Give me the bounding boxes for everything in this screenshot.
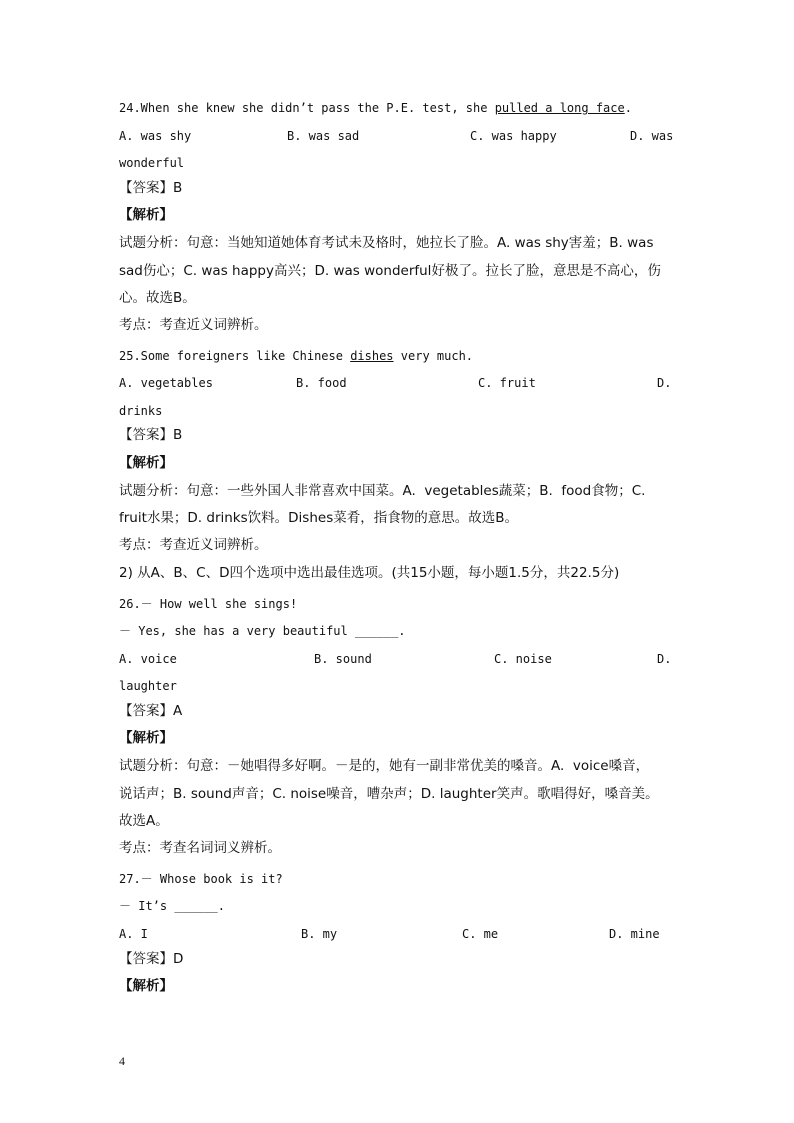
q26-stem-1: 26.－ How well she sings! <box>119 597 298 611</box>
q25-underlined-word: dishes <box>350 349 394 363</box>
q24-option-a: A. was shy <box>119 129 192 143</box>
q24-option-d-cont: wonderful <box>119 156 185 170</box>
q24-point: 考点：考查近义词辨析。 <box>119 317 268 333</box>
q25-option-b: B. food <box>296 376 347 390</box>
q26-option-b: B. sound <box>314 652 372 666</box>
q24-stem-text: 24.When she knew she didn’t pass the P.E. test, she <box>119 101 495 115</box>
q25-answer: 【答案】B <box>119 427 183 443</box>
q26-option-d: D. <box>657 652 672 666</box>
q25-analysis-line-2: fruit水果；D. drinks饮料。Dishes菜肴，指食物的意思。故选B。 <box>119 510 518 526</box>
q24-answer: 【答案】B <box>119 180 183 196</box>
q27-stem-2: － It’s ______. <box>119 899 225 913</box>
q26-analysis-line-3: 故选A。 <box>119 813 169 829</box>
q24-underlined-phrase: pulled a long face <box>494 101 625 115</box>
q25-analysis-line-1: 试题分析：句意：一些外国人非常喜欢中国菜。A. vegetables蔬菜；B. food食物；C. <box>119 483 646 499</box>
section-heading: 2) 从A、B、C、D四个选项中选出最佳选项。(共15小题，每小题1.5分，共22.5分) <box>119 565 620 581</box>
q25-option-c: C. fruit <box>478 376 536 390</box>
q24-option-c: C. was happy <box>470 129 557 143</box>
q26-stem-2: － Yes, she has a very beautiful ______. <box>119 624 406 638</box>
q24-option-b: B. was sad <box>287 129 360 143</box>
page-number: 4 <box>119 1054 125 1068</box>
q25-option-a: A. vegetables <box>119 376 213 390</box>
q27-option-c: C. me <box>462 927 499 941</box>
q25-stem <box>119 348 473 364</box>
q24-stem-end: . <box>624 101 632 115</box>
q26-option-a: A. voice <box>119 652 177 666</box>
q26-answer: 【答案】A <box>119 703 183 719</box>
q24-option-d: D. was <box>630 129 674 143</box>
q26-analysis-title: 【解析】 <box>119 730 173 746</box>
q27-option-a: A. I <box>119 927 148 941</box>
q25-stem-text: 25.Some foreigners like Chinese <box>119 349 351 363</box>
q25-point: 考点：考查近义词辨析。 <box>119 537 268 553</box>
q26-point: 考点：考查名词词义辨析。 <box>119 840 281 856</box>
q27-option-b: B. my <box>301 927 338 941</box>
q26-analysis-line-1: 试题分析：句意：－她唱得多好啊。－是的，她有一副非常优美的嗓音。A. voice嗓音， <box>119 758 650 774</box>
q27-analysis-title: 【解析】 <box>119 978 173 994</box>
q26-option-c: C. noise <box>494 652 552 666</box>
q25-analysis-title: 【解析】 <box>119 455 173 471</box>
q24-analysis-line-1: 试题分析：句意：当她知道她体育考试未及格时，她拉长了脸。A. was shy害羞；B. was <box>119 235 654 251</box>
q24-stem <box>119 100 632 116</box>
q26-analysis-line-2: 说话声；B. sound声音；C. noise噪音，嘈杂声；D. laughter笑声。歌唱得好，嗓音美。 <box>119 786 659 802</box>
q24-analysis-line-2: sad伤心；C. was happy高兴；D. was wonderful好极了。拉长了脸，意思是不高心，伤 <box>119 263 661 279</box>
q25-option-d: D. <box>657 376 672 390</box>
q27-stem-1: 27.－ Whose book is it? <box>119 872 283 886</box>
q24-analysis-line-3: 心。故选B。 <box>119 290 196 306</box>
q27-option-d: D. mine <box>609 927 660 941</box>
q25-stem-end: very much. <box>393 349 474 363</box>
q26-option-d-cont: laughter <box>119 679 177 693</box>
q25-option-d-cont: drinks <box>119 404 163 418</box>
q27-answer: 【答案】D <box>119 951 184 967</box>
q24-analysis-title: 【解析】 <box>119 207 173 223</box>
